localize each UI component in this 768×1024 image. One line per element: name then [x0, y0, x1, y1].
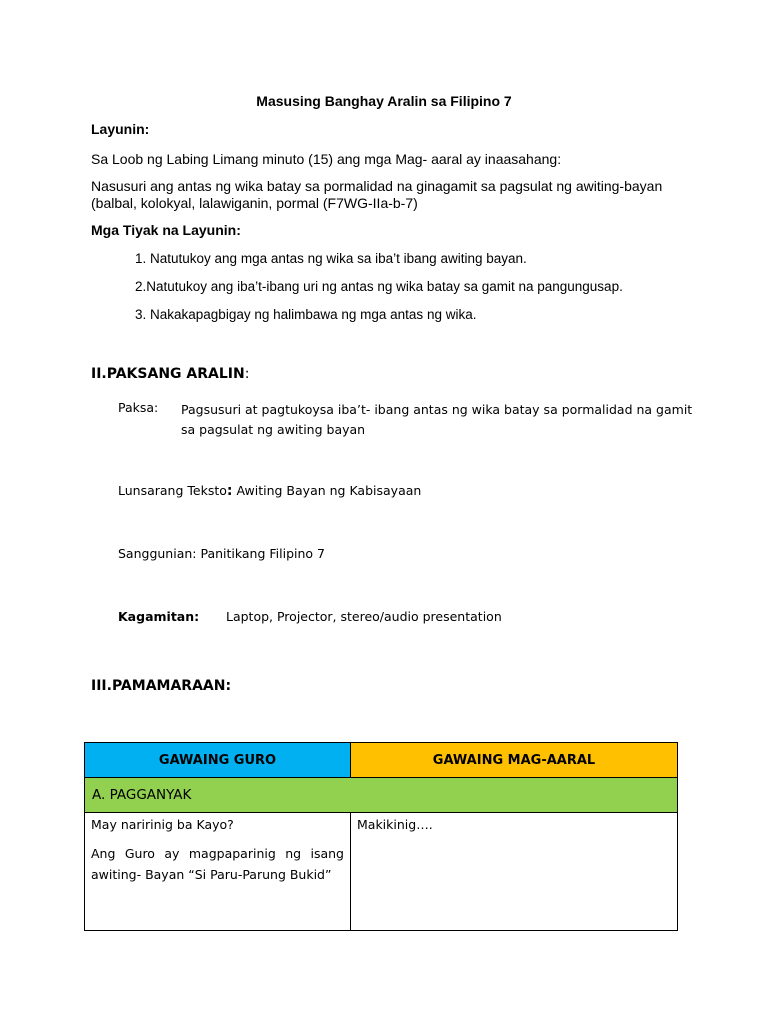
- layunin-intro: Sa Loob ng Labing Limang minuto (15) ang mga Mag- aaral ay inaasahang:: [91, 151, 562, 167]
- kagamitan-label: Kagamitan:: [118, 609, 200, 624]
- pamamaraan-heading: III.PAMAMARAAN:: [91, 678, 232, 694]
- paksa-value-line-2: sa pagsulat ng awiting bayan: [181, 422, 366, 437]
- lunsarang-teksto-colon: :: [226, 483, 233, 499]
- paksa-value: [181, 400, 692, 440]
- specific-objective-3: 3. Nakakapagbigay ng halimbawa ng mga antas ng wika.: [135, 307, 477, 322]
- lunsarang-teksto-value: Awiting Bayan ng Kabisayaan: [232, 483, 422, 498]
- header-gawaing-guro: GAWAING GURO: [85, 743, 351, 778]
- mag-aaral-cell: [351, 813, 678, 931]
- guro-activity: Ang Guro ay magpaparinig ng isang awiting- Bayan “Si Paru-Parung Bukid”: [91, 846, 344, 882]
- specific-objective-1: 1. Natutukoy ang mga antas ng wika sa iba’t ibang awiting bayan.: [135, 251, 527, 266]
- paksa-value-line-1: Pagsusuri at pagtukoysa iba’t- ibang antas ng wika batay sa pormalidad na gamit: [181, 402, 693, 417]
- mga-tiyak-heading: Mga Tiyak na Layunin:: [91, 222, 241, 238]
- page-title: Masusing Banghay Aralin sa Filipino 7: [256, 93, 512, 109]
- paksang-aralin-heading-colon: :: [244, 366, 250, 382]
- pamamaraan-table: [84, 742, 678, 931]
- main-objective: [91, 178, 662, 212]
- paksang-aralin-heading-text: II.PAKSANG ARALIN: [91, 366, 245, 382]
- guro-question: May naririnig ba Kayo?: [91, 817, 234, 832]
- main-objective-line-1: Nasusuri ang antas ng wika batay sa pormalidad na ginagamit sa pagsulat ng awiting-bayan: [91, 178, 663, 194]
- main-objective-line-2: (balbal, kolokyal, lalawiganin, pormal (F7WG-IIa-b-7): [91, 195, 418, 211]
- paksa-label: Paksa:: [118, 400, 159, 415]
- specific-objective-2: 2.Natutukoy ang iba’t-ibang uri ng antas ng wika batay sa gamit na pangungusap.: [135, 279, 623, 294]
- lunsarang-teksto: [118, 483, 421, 499]
- table-section-row: [85, 778, 678, 813]
- layunin-heading: Layunin:: [91, 121, 150, 137]
- guro-cell: [85, 813, 351, 931]
- header-gawaing-mag-aaral: GAWAING MAG-AARAL: [351, 743, 678, 778]
- sanggunian: Sanggunian: Panitikang Filipino 7: [118, 546, 325, 561]
- kagamitan-value: Laptop, Projector, stereo/audio presentation: [226, 609, 502, 624]
- table-header-row: [85, 743, 678, 778]
- mag-aaral-response: Makikinig….: [357, 817, 433, 832]
- lunsarang-teksto-label: Lunsarang Teksto: [118, 483, 227, 498]
- table-row: [85, 813, 678, 931]
- section-pagganyak: A. PAGGANYAK: [85, 778, 678, 813]
- paksang-aralin-heading: [91, 366, 249, 382]
